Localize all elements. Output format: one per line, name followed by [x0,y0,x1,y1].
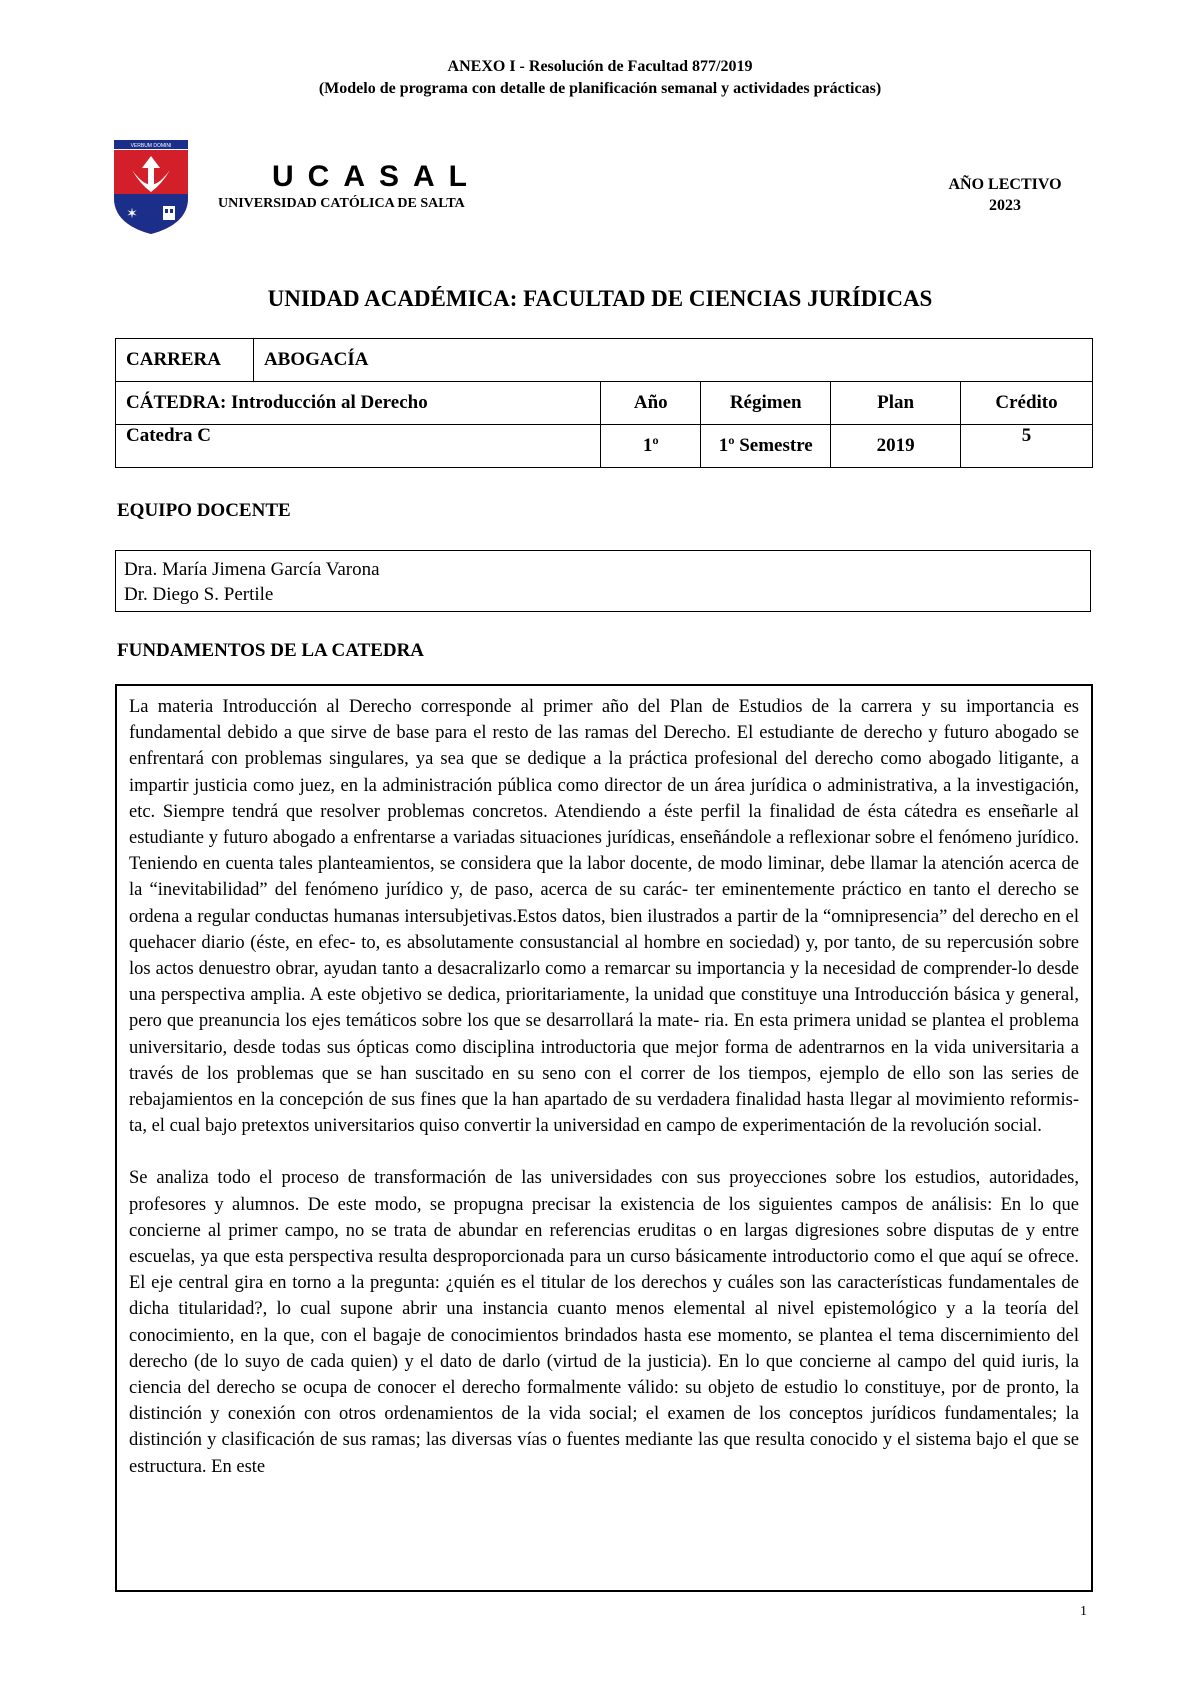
header-credito: Crédito [961,382,1093,425]
value-anio: 1º [601,425,701,468]
brand-name: UCASAL [272,160,481,193]
table-row [116,425,1093,468]
equipo-member: Dr. Diego S. Pertile [124,584,274,605]
annex-line: ANEXO I - Resolución de Facultad 877/2019 [447,58,753,75]
logo-motto: VERBUM DOMINI [130,143,172,149]
annex-header [0,56,1200,100]
header-anio: Año [601,382,701,425]
value-credito: 5 [961,425,1093,468]
annex-subline: (Modelo de programa con detalle de planificación semanal y actividades prácticas) [318,80,882,97]
equipo-title: EQUIPO DOCENTE [117,500,291,521]
carrera-label: CARRERA [116,339,254,382]
fundamentos-box [115,684,1093,1592]
table-row [116,339,1093,382]
header-regimen: Régimen [701,382,831,425]
equipo-member: Dra. María Jimena García Varona [124,559,380,580]
academic-unit-title: UNIDAD ACADÉMICA: FACULTAD DE CIENCIAS JURÍDICAS [267,286,933,311]
catedra-sub: Catedra C [116,425,601,468]
table-row [116,382,1093,425]
fundamentos-title: FUNDAMENTOS DE LA CATEDRA [117,640,425,661]
academic-year-value: 2023 [989,197,1021,214]
value-regimen: 1º Semestre [701,425,831,468]
svg-text:✶: ✶ [126,206,138,222]
catedra-name: CÁTEDRA: Introducción al Derecho [116,382,601,425]
academic-year-block [930,174,1080,216]
course-info-table [115,338,1093,468]
equipo-box [115,550,1091,612]
university-name: UNIVERSIDAD CATÓLICA DE SALTA [218,196,465,211]
page-number: 1 [1080,1604,1087,1619]
academic-year-label: AÑO LECTIVO [948,176,1062,193]
ucasal-shield-logo [114,140,188,234]
fundamentos-paragraph: La materia Introducción al Derecho corresponde al primer año del Plan de Estudios de la carrera y su importancia es fundamental debido a que sirve de base para el resto de las ramas del Derecho. El estudiante de derecho y futuro abogado se enfrentará con problemas singulares, ya sea que se dedique a la práctica profesional del derecho como abogado litigante, a impartir justicia como juez, en la administración pública como director de un área jurídica o administrativa, a la investigación, etc. Siempre tendrá que resolver problemas concretos. Atendiendo a éste perfil la finalidad de ésta cátedra es enseñarle al estudiante y futuro abogado a enfrentarse a variadas situaciones jurídicas, enseñándole a reflexionar sobre el fenómeno jurídico. Teniendo en cuenta tales planteamientos, se considera que la labor docente, de modo liminar, debe llamar la atención acerca de la “inevitabilidad” del fenómeno jurídico y, de paso, acerca de su carác- ter eminentemente práctico en tanto el derecho se ordena a regular conductas humanas intersubjetivas.Estos datos, bien ilustrados a partir de la “omnipresencia” del derecho en el quehacer diario (éste, en efec- to, es absolutamente consustancial al hombre en sociedad) y, por tanto, de su repercusión sobre los actos denuestro obrar, ayudan tanto a desacralizarlo como a remarcar su importancia y la necesidad de comprender-lo desde una perspectiva amplia. A este objetivo se dedica, prioritariamente, la unidad que constituye una Introducción básica y general, pero que preanuncia los ejes temáticos sobre los que se desarrollará la mate- ria. En esta primera unidad se plantea el problema universitario, desde todas sus ópticas como disciplina introductoria que mejor forma de adentrarnos en la vida universitaria a través de los problemas que se han suscitado en su seno con el correr de los tiempos, ejemplo de ello son las series de rebajamientos en la concepción de sus fines que la han apartado de su verdadera finalidad hasta llegar al movimiento reformis- ta, el cual bajo pretextos universitarios quiso convertir la universidad en campo de experimentación de la revolución social. [129,697,1079,1137]
carrera-value: ABOGACÍA [253,339,1092,382]
header-plan: Plan [831,382,961,425]
fundamentos-paragraph: Se analiza todo el proceso de transformación de las universidades con sus proyecciones sobre los estudios, autoridades, profesores y alumnos. De este modo, se propugna precisar la existencia de los siguientes campos de análisis: En lo que concierne al primer campo, no se trata de abundar en referencias eruditas o en largas digresiones sobre disputas de y entre escuelas, ya que esta perspectiva resulta desproporcionada para un curso básicamente introductorio como el que aquí se ofrece. El eje central gira en torno a la pregunta: ¿quién es el titular de los derechos y cuáles son las características fundamentales de dicha titularidad?, lo cual supone abrir una instancia cuanto menos elemental al nivel epistemológico y a la teoría del conocimiento, en la que, con el bagaje de conocimientos brindados hasta ese momento, se plantea el tema discernimiento del derecho (de lo suyo de cada quien) y el dato de darlo (virtud de la justicia). En lo que concierne al campo del quid iuris, la ciencia del derecho se ocupa de conocer el derecho formalmente válido: su objeto de estudio lo constituye, por de pronto, la distinción y conexión con otros ordenamientos de la vida social; el examen de los conceptos jurídicos fundamentales; la distinción y clasificación de sus ramas; las diversas vías o fuentes mediante las que resulta conocido y el sistema bajo el que se estructura. En este [129,1168,1079,1477]
value-plan: 2019 [831,425,961,468]
